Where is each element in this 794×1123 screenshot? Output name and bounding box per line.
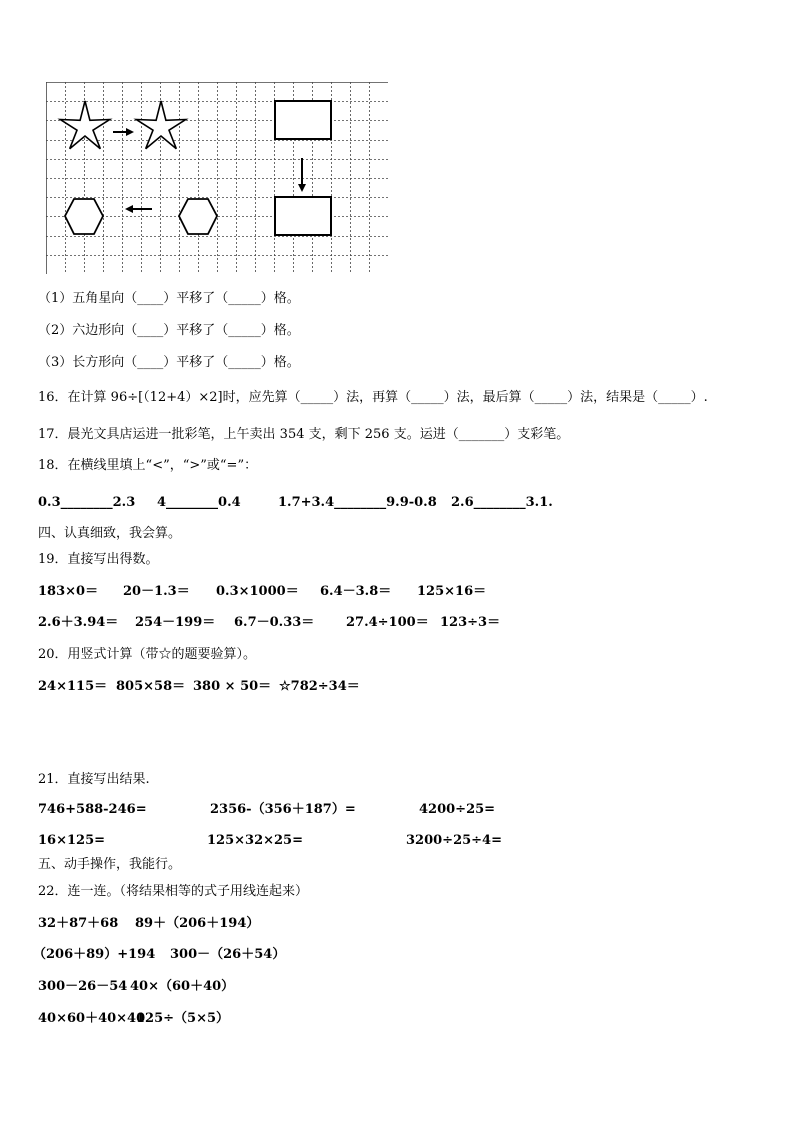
q20-item: 805×58＝ bbox=[116, 679, 186, 694]
q19-item: 2.6＋3.94＝ bbox=[38, 615, 119, 630]
hexagon-moved bbox=[65, 199, 103, 234]
q19-item: 6.4－3.8＝ bbox=[320, 584, 392, 599]
q22-left-expression: （206＋89）+194 bbox=[33, 947, 156, 962]
q19-item: 125×16＝ bbox=[417, 584, 487, 599]
q22-left-expression: 32＋87＋68 bbox=[38, 916, 119, 931]
q18-prompt: 18．在横线里填上“<”，“>”或“=”： bbox=[38, 458, 258, 473]
q22-right-expression: 125÷（5×5） bbox=[136, 1011, 230, 1026]
q20-item: ☆782÷34＝ bbox=[279, 679, 360, 694]
q21-item: 2356-（356＋187）= bbox=[210, 802, 356, 817]
star-original bbox=[60, 101, 109, 149]
q21-item: 746+588-246= bbox=[38, 802, 147, 817]
q19-item: 27.4÷100＝ bbox=[346, 615, 429, 630]
translation-grid-figure bbox=[46, 82, 388, 274]
q19-prompt: 19．直接写出得数。 bbox=[38, 552, 159, 567]
q19-item: 0.3×1000＝ bbox=[216, 584, 299, 599]
q21-item: 4200÷25= bbox=[419, 802, 496, 817]
q21-prompt: 21．直接写出结果. bbox=[38, 772, 150, 787]
section-5-heading: 五、动手操作，我能行。 bbox=[38, 857, 182, 872]
arrow-right-icon bbox=[113, 128, 134, 136]
q18-item: 1.7+3.4________9.9-0.8 bbox=[278, 495, 437, 510]
q22-right-expression: 300－（26＋54） bbox=[170, 947, 286, 962]
rectangle-moved bbox=[275, 197, 331, 235]
q19-item: 20－1.3＝ bbox=[123, 584, 190, 599]
grid-lines bbox=[46, 82, 388, 274]
star-moved bbox=[136, 101, 185, 149]
q19-item: 183×0＝ bbox=[38, 584, 99, 599]
q20-prompt: 20．用竖式计算（带☆的题要验算）。 bbox=[38, 647, 257, 662]
q19-item: 254－199＝ bbox=[135, 615, 216, 630]
q18-item: 0.3________2.3 bbox=[38, 495, 136, 510]
q18-item: 4________0.4 bbox=[157, 495, 241, 510]
q22-right-expression: 89＋（206＋194） bbox=[135, 916, 260, 931]
q15-sub2: （2）六边形向（____）平移了（_____）格。 bbox=[38, 323, 300, 338]
arrow-down-icon bbox=[298, 158, 306, 192]
q15-sub3: （3）长方形向（____）平移了（_____）格。 bbox=[38, 355, 300, 370]
q22-left-expression: 300－26－54 bbox=[38, 979, 128, 994]
q22-right-expression: 40×（60＋40） bbox=[130, 979, 235, 994]
hexagon-original bbox=[179, 199, 217, 234]
q21-item: 125×32×25= bbox=[207, 833, 303, 848]
arrow-left-icon bbox=[125, 205, 152, 213]
q19-item: 123÷3＝ bbox=[440, 615, 501, 630]
section-4-heading: 四、认真细致，我会算。 bbox=[38, 526, 182, 541]
q20-item: 380 × 50＝ bbox=[193, 679, 272, 694]
q20-item: 24×115＝ bbox=[38, 679, 108, 694]
rectangle-original bbox=[275, 101, 331, 139]
q18-item: 2.6________3.1. bbox=[451, 495, 553, 510]
q19-item: 6.7－0.33＝ bbox=[234, 615, 315, 630]
q21-item: 3200÷25÷4= bbox=[406, 833, 502, 848]
q22-prompt: 22．连一连。（将结果相等的式子用线连起来） bbox=[38, 884, 309, 899]
q15-sub1: （1）五角星向（____）平移了（_____）格。 bbox=[38, 291, 300, 306]
q17-text: 17．晨光文具店运进一批彩笔，上午卖出 354 支，剩下 256 支。运进（_______）支彩笔。 bbox=[38, 427, 570, 442]
q16-text: 16．在计算 96÷[（12+4）×2]时，应先算（_____）法，再算（_____）法，最后算（_____）法，结果是（_____）. bbox=[38, 390, 708, 405]
q21-item: 16×125= bbox=[38, 833, 106, 848]
q22-left-expression: 40×60＋40×40 bbox=[38, 1011, 146, 1026]
